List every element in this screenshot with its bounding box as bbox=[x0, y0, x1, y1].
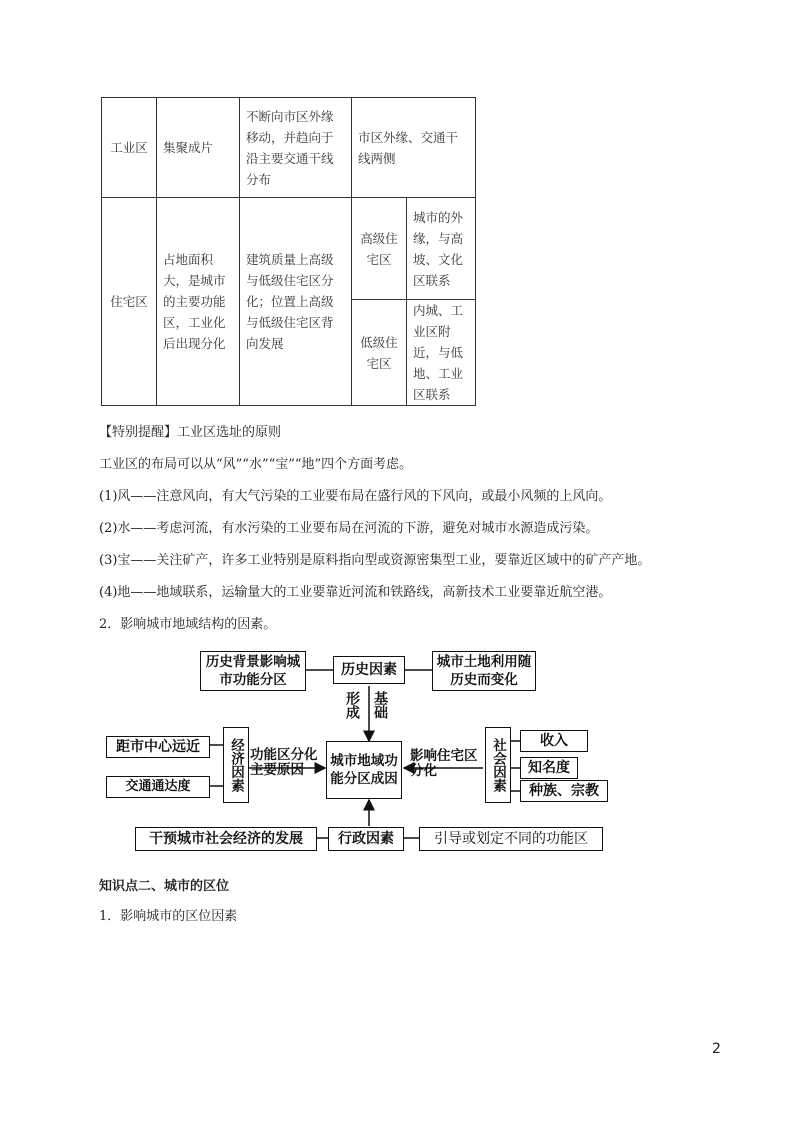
tip-item: (1)风——注意风向，有大气污染的工业要布局在盛行风的下风向，或最小风频的上风向。 bbox=[99, 489, 612, 504]
form-label: 形成 bbox=[344, 691, 360, 719]
land-use-change-box: 城市土地利用随历史而变化 bbox=[432, 651, 536, 691]
traffic-box: 交通通达度 bbox=[106, 776, 210, 798]
base-label: 基础 bbox=[372, 691, 388, 719]
zone-level-cell: 高级住宅区 bbox=[352, 198, 407, 300]
table-row bbox=[102, 198, 476, 300]
zone-name-cell: 住宅区 bbox=[102, 198, 157, 406]
social-label: 影响住宅区分化 bbox=[410, 748, 478, 779]
economic-label: 功能区分化主要原因 bbox=[250, 747, 318, 778]
zone-feature-cell: 占地面积大，是城市的主要功能区，工业化后出现分化 bbox=[157, 198, 240, 406]
zone-location-cell: 城市的外缘，与高坡、文化区联系 bbox=[407, 198, 476, 300]
guide-box: 引导或划定不同的功能区 bbox=[419, 827, 603, 851]
zone-trend-cell: 建筑质量上高级与低级住宅区分化；位置上高级与低级住宅区背向发展 bbox=[240, 198, 352, 406]
zone-location-cell: 内城、工业区附近，与低地、工业区联系 bbox=[407, 300, 476, 406]
admin-factor-box: 行政因素 bbox=[328, 827, 404, 851]
zone-level-cell: 低级住宅区 bbox=[352, 300, 407, 406]
knowledge-item: 1．影响城市的区位因素 bbox=[99, 909, 238, 924]
tip-item: (3)宝——关注矿产，许多工业特别是原料指向型或资源密集型工业，要靠近区域中的矿产产地。 bbox=[99, 553, 651, 568]
section-heading: 2．影响城市地域结构的因素。 bbox=[99, 617, 277, 632]
social-factor-box: 社会因素 bbox=[485, 727, 511, 803]
economic-factor-box: 经济因素 bbox=[223, 727, 249, 803]
fame-box: 知名度 bbox=[520, 757, 578, 779]
intervene-box: 干预城市社会经济的发展 bbox=[135, 827, 317, 851]
tip-intro: 工业区的布局可以从“风”“水”“宝”“地”四个方面考虑。 bbox=[99, 457, 413, 472]
zone-feature-cell: 集聚成片 bbox=[157, 98, 240, 198]
zone-trend-cell: 不断向市区外缘移动，并趋向于沿主要交通干线分布 bbox=[240, 98, 352, 198]
functional-zone-table bbox=[101, 97, 476, 406]
history-background-box: 历史背景影响城市功能分区 bbox=[200, 651, 306, 691]
tip-item: (2)水——考虑河流，有水污染的工业要布局在河流的下游，避免对城市水源造成污染。 bbox=[99, 521, 599, 536]
zone-name-cell: 工业区 bbox=[102, 98, 157, 198]
history-factor-box: 历史因素 bbox=[333, 656, 405, 684]
zone-location-cell: 市区外缘、交通干线两侧 bbox=[352, 98, 476, 198]
page-number: 2 bbox=[712, 1041, 721, 1057]
center-cause-box: 城市地域功能分区成因 bbox=[326, 741, 402, 799]
distance-box: 距市中心远近 bbox=[106, 736, 210, 758]
tip-item: (4)地——地域联系，运输量大的工业要靠近河流和铁路线，高新技术工业要靠近航空港。 bbox=[99, 585, 612, 600]
race-religion-box: 种族、宗教 bbox=[520, 780, 608, 802]
tip-title: 【特别提醒】工业区选址的原则 bbox=[99, 425, 282, 440]
knowledge-point-heading: 知识点二、城市的区位 bbox=[99, 879, 230, 894]
income-box: 收入 bbox=[520, 730, 588, 752]
table-row bbox=[102, 98, 476, 198]
